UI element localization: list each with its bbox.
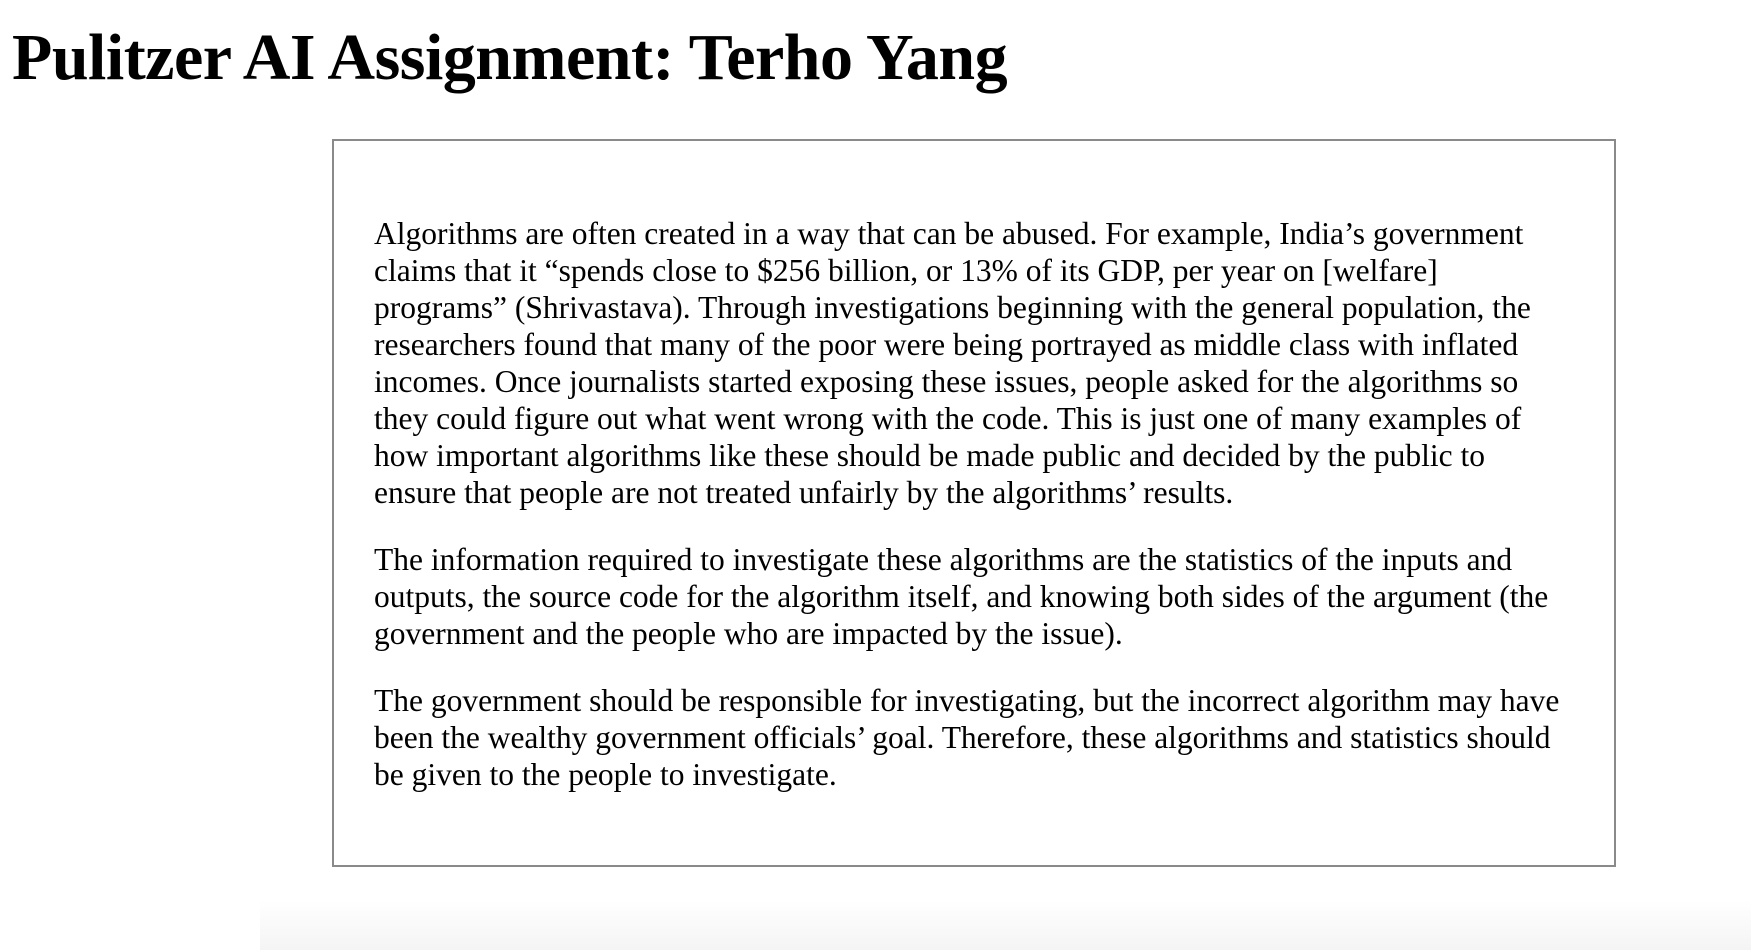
page-title: Pulitzer AI Assignment: Terho Yang bbox=[12, 21, 1008, 94]
article-paragraph-1: Algorithms are often created in a way that can be abused. For example, India’s government claims that it “spends close to $256 billion, or 13% of its GDP, per year on [welfare] programs” (Shrivastava). Through investigations beginning with the general population, the researchers found that many of the poor were being portrayed as middle class with inflated incomes. Once journalists started exposing these issues, people asked for the algorithms so they could figure out what went wrong with the code. This is just one of many examples of how important algorithms like these should be made public and decided by the public to ensure that people are not treated unfairly by the algorithms’ results. bbox=[374, 216, 1531, 510]
bottom-shadow bbox=[260, 900, 1751, 950]
article-paragraph-2: The information required to investigate these algorithms are the statistics of the inputs and outputs, the source code for the algorithm itself, and knowing both sides of the argument (the government and the people who are impacted by the issue). bbox=[374, 542, 1549, 651]
article-paragraph-3: The government should be responsible for investigating, but the incorrect algorithm may have been the wealthy government officials’ goal. Therefore, these algorithms and statistics should be given to the people to investigate. bbox=[374, 683, 1560, 792]
article-box bbox=[332, 139, 1616, 867]
